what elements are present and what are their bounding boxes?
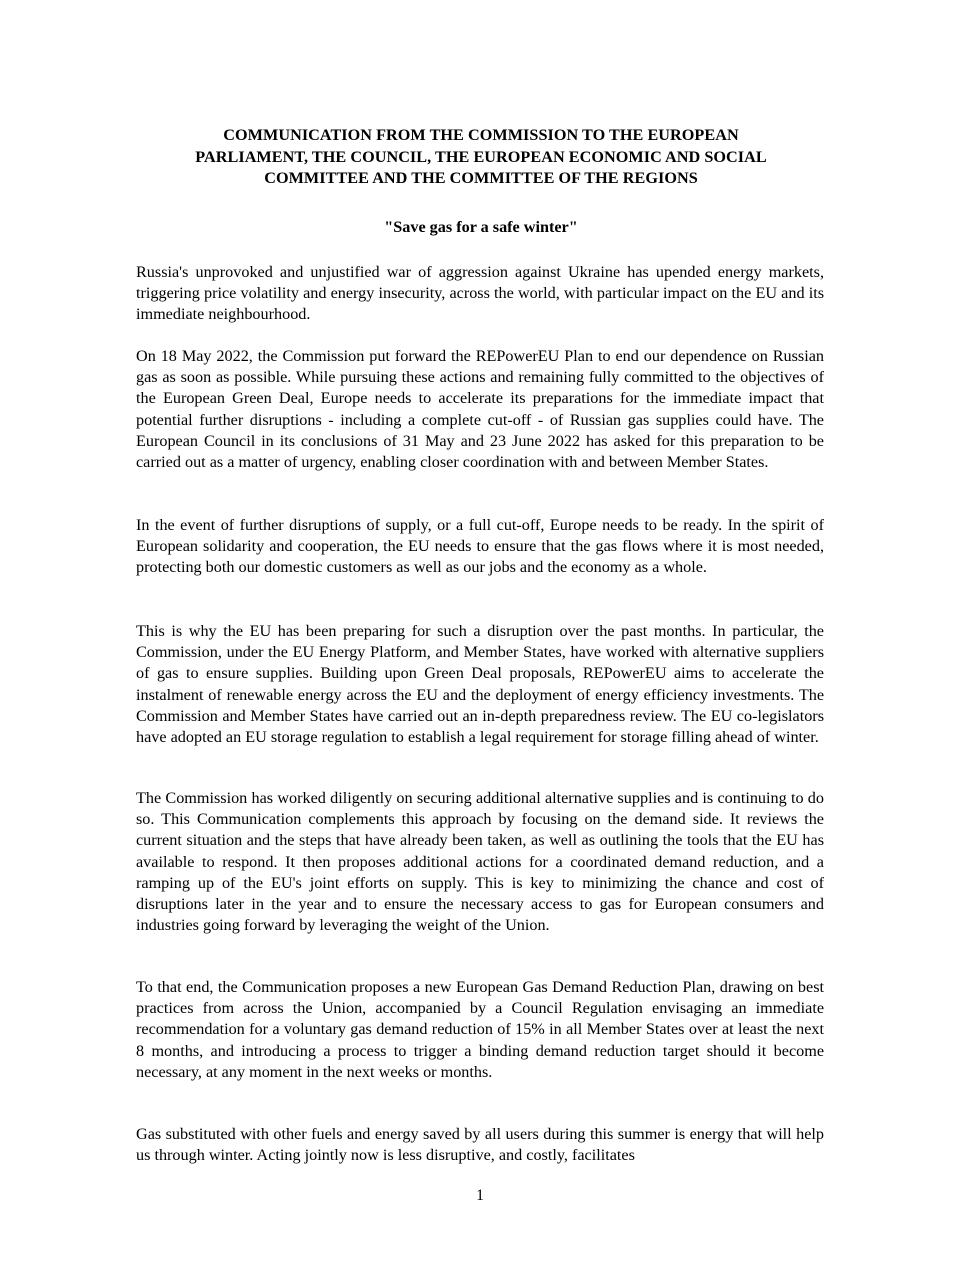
body-paragraph: In the event of further disruptions of supply, or a full cut-off, Europe needs to be ready. In the spirit of European solidarity and cooperation, the EU needs to ensure that the gas flows where it is most needed, protecting both our domestic customers as well as our jobs and the economy as a whole. <box>136 516 824 577</box>
page-number: 1 <box>476 1187 484 1204</box>
body-paragraph: To that end, the Communication proposes a new European Gas Demand Reduction Plan, drawing on best practices from across the Union, accompanied by a Council Regulation envisaging an immediate recommendation for a voluntary gas demand reduction of 15% in all Member States over at least the next 8 months, and introducing a process to trigger a binding demand reduction target should it become necessary, at any moment in the next weeks or months. <box>136 978 824 1081</box>
body-paragraph: On 18 May 2022, the Commission put forward the REPowerEU Plan to end our dependence on Russian gas as soon as possible. While pursuing these actions and remaining fully committed to the objectives of the European Green Deal, Europe needs to accelerate its preparations for the immediate impact that potential further disruptions - including a complete cut-off - of Russian gas supplies could have. The European Council in its conclusions of 31 May and 23 June 2022 has asked for this preparation to be carried out as a matter of urgency, enabling closer coordination with and between Member States. <box>136 347 824 472</box>
body-paragraph: Russia's unprovoked and unjustified war of aggression against Ukraine has upended energy markets, triggering price volatility and energy insecurity, across the world, with particular impact on the EU and its immediate neighbourhood. <box>136 263 824 324</box>
document-heading <box>136 125 826 190</box>
heading-line: COMMUNICATION FROM THE COMMISSION TO THE EUROPEAN <box>223 126 739 144</box>
heading-line: PARLIAMENT, THE COUNCIL, THE EUROPEAN ECONOMIC AND SOCIAL <box>195 147 767 166</box>
body-paragraph: The Commission has worked diligently on securing additional alternative supplies and is continuing to do so. This Communication complements this approach by focusing on the demand side. It reviews the current situation and the steps that have already been taken, as well as outlining the tools that the EU has available to respond. It then proposes additional actions for a coordinated demand reduction, and a ramping up of the EU's joint efforts on supply. This is key to minimizing the chance and cost of disruptions later in the year and to ensure the necessary access to gas for European consumers and industries going forward by leveraging the weight of the Union. <box>136 789 824 935</box>
document-subtitle: "Save gas for a safe winter" <box>384 218 578 236</box>
body-paragraph: Gas substituted with other fuels and energy saved by all users during this summer is energy that will help us through winter. Acting jointly now is less disruptive, and costly, facilitates <box>136 1125 824 1165</box>
heading-line: COMMITTEE AND THE COMMITTEE OF THE REGIONS <box>264 169 698 187</box>
body-paragraph: This is why the EU has been preparing for such a disruption over the past months. In particular, the Commission, under the EU Energy Platform, and Member States, have worked with alternative suppliers of gas to ensure supplies. Building upon Green Deal proposals, REPowerEU aims to accelerate the instalment of renewable energy across the EU and the deployment of energy efficiency investments. The Commission and Member States have carried out an in-depth preparedness review. The EU co-legislators have adopted an EU storage regulation to establish a legal requirement for storage filling ahead of winter. <box>136 622 824 747</box>
